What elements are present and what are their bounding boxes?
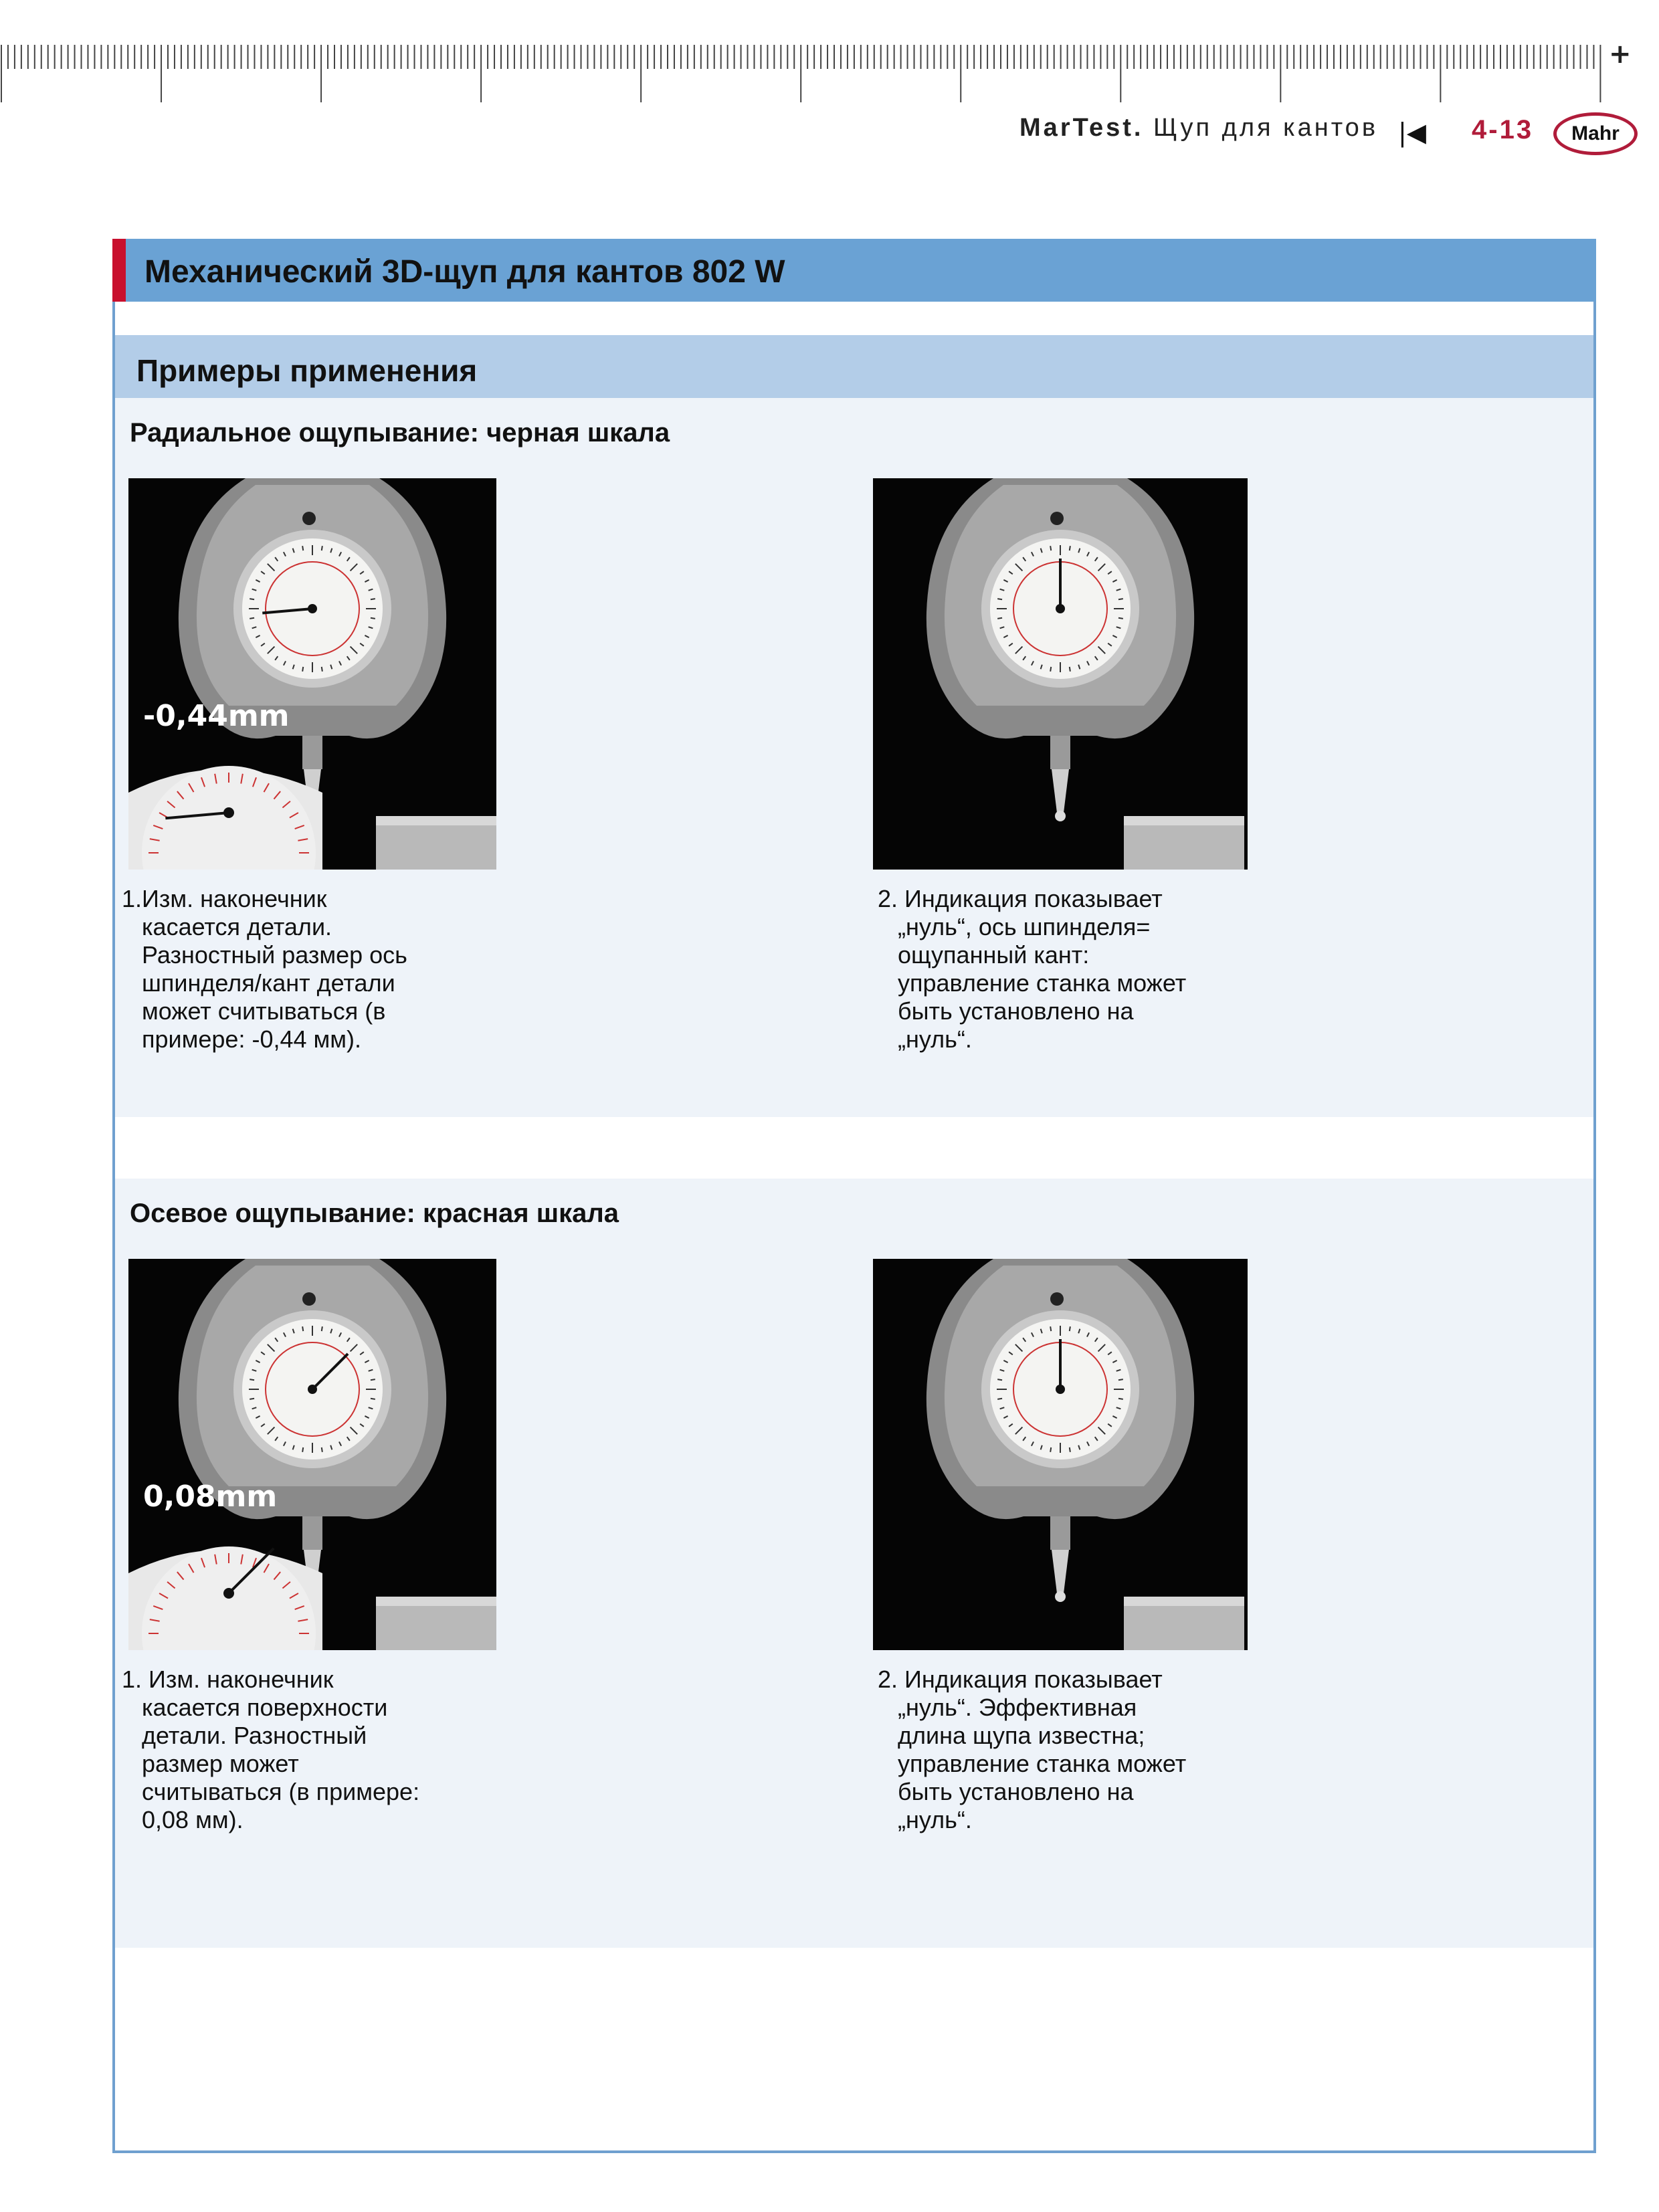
section-title: Радиальное ощупывание: черная шкала: [130, 418, 670, 447]
page-subtitle: Примеры применения: [136, 353, 478, 388]
section-title: Осевое ощупывание: красная шкала: [130, 1199, 619, 1228]
running-header: [0, 114, 1659, 154]
page-number: 4-13: [1472, 115, 1534, 144]
section-axial: [115, 1179, 1593, 1948]
photo-radial-1: [128, 478, 496, 870]
back-arrow-icon: |◀: [1398, 118, 1427, 147]
subtitle-bar: [115, 335, 1593, 398]
caption-radial-1: 1.Изм. наконечник касается детали. Разностный размер ось шпинделя/кант детали может считываться (в примере: -0,44 мм).: [122, 885, 407, 1053]
crop-mark-plus: +: [1609, 39, 1632, 70]
content-frame: [112, 239, 1596, 2153]
mahr-logo: Mahr: [1553, 112, 1638, 155]
measurement-overlay: -0,44mm: [143, 699, 290, 733]
running-title: [1019, 114, 1378, 142]
page-title: Механический 3D-щуп для кантов 802 W: [144, 254, 785, 290]
section-name: Щуп для кантов: [1153, 114, 1378, 142]
brand-name: MarTest.: [1019, 114, 1144, 142]
caption-radial-2: 2. Индикация показывает „нуль“, ось шпинделя= ощупанный кант: управление станка может быть установлено на „нуль“.: [878, 885, 1187, 1053]
top-ruler: [0, 37, 1605, 104]
measurement-overlay: 0,08mm: [143, 1480, 278, 1514]
title-bar: [112, 239, 1596, 302]
photo-axial-2: [873, 1259, 1248, 1650]
photo-axial-1: [128, 1259, 496, 1650]
photo-radial-2: [873, 478, 1248, 870]
caption-axial-1: 1. Изм. наконечник касается поверхности детали. Разностный размер может считываться (в примере: 0,08 мм).: [122, 1666, 420, 1833]
section-radial: [115, 398, 1593, 1117]
caption-axial-2: 2. Индикация показывает „нуль“. Эффективная длина щупа известна; управление станка может быть установлено на „нуль“.: [878, 1666, 1187, 1833]
